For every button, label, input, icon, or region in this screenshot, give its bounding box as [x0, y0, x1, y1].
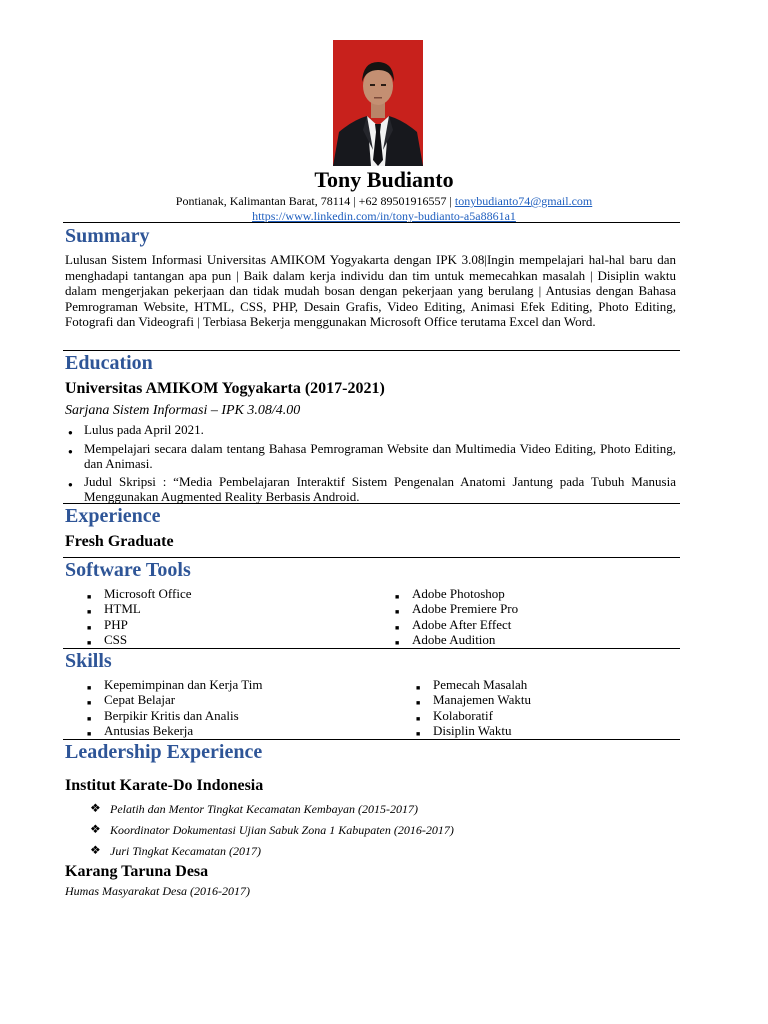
- experience-heading: Experience: [65, 505, 161, 527]
- org-name: Karang Taruna Desa: [65, 863, 209, 880]
- divider: [63, 222, 680, 223]
- software-list-left: [85, 586, 365, 647]
- org-roles: [91, 802, 651, 859]
- divider: [63, 648, 680, 649]
- degree-info: Sarjana Sistem Informasi – IPK 3.08/4.00: [65, 403, 301, 418]
- candidate-name: Tony Budianto: [314, 167, 454, 192]
- summary-heading: Summary: [65, 225, 150, 247]
- skills-list-left: [85, 677, 385, 738]
- list-item: ❖ Pelatih dan Mentor Tingkat Kecamatan Kembayan (2015-2017): [91, 802, 651, 817]
- org-role: Humas Masyarakat Desa (2016-2017): [65, 884, 250, 898]
- education-heading: Education: [65, 352, 153, 374]
- divider: [63, 503, 680, 504]
- list-item: ■ Microsoft Office: [85, 586, 365, 601]
- list-item: ■ Adobe Audition: [393, 632, 673, 647]
- list-item: ● Mempelajari secara dalam tentang Bahasa Pemrograman Website dan Multimedia Video Editing, Photo Editing, dan Animasi.: [65, 441, 676, 472]
- experience-text: Fresh Graduate: [65, 533, 174, 550]
- profile-photo: [333, 40, 423, 166]
- summary-text: Lulusan Sistem Informasi Universitas AMIKOM Yogyakarta dengan IPK 3.08|Ingin mempelajari hal-hal baru dan menghadapi tantangan apa pun | Baik dalam kerja individu dan tim untuk memecahkan masalah | Disiplin waktu dalam mengerjakan pekerjaan dan tidak mudah bosan dengan pekerjaan yang berulang | Antusias dengan Bahasa Pemrograman Website, HTML, CSS, PHP, Desain Grafis, Video Editing, Animasi Efek Editing, Photo Editing, Fotografi dan Videografi | Terbiasa Bekerja menggunakan Microsoft Office terutama Excel dan Word.: [65, 252, 676, 329]
- linkedin-link[interactable]: https://www.linkedin.com/in/tony-budianto-a5a8861a1: [252, 209, 516, 223]
- list-item: ■ Berpikir Kritis dan Analis: [85, 708, 385, 723]
- list-item: ■ Kepemimpinan dan Kerja Tim: [85, 677, 385, 692]
- list-item: ■ Disiplin Waktu: [414, 723, 674, 738]
- list-item: ■ Manajemen Waktu: [414, 692, 674, 707]
- email-link[interactable]: tonybudianto74@gmail.com: [454, 194, 593, 208]
- education-bullets: [65, 422, 676, 505]
- list-item: ■ Pemecah Masalah: [414, 677, 674, 692]
- skills-heading: Skills: [65, 650, 112, 672]
- school-name: Universitas AMIKOM Yogyakarta (2017-2021): [65, 380, 385, 397]
- list-item: ■ Adobe After Effect: [393, 617, 673, 632]
- list-item: ■ PHP: [85, 617, 365, 632]
- list-item: ■ Antusias Bekerja: [85, 723, 385, 738]
- skills-list-right: [414, 677, 674, 738]
- divider: [63, 739, 680, 740]
- list-item: ■ CSS: [85, 632, 365, 647]
- org-name: Institut Karate-Do Indonesia: [65, 777, 264, 794]
- contact-info: [0, 194, 768, 224]
- list-item: ● Lulus pada April 2021.: [65, 422, 676, 438]
- list-item: ■ Adobe Premiere Pro: [393, 601, 673, 616]
- list-item: ■ Adobe Photoshop: [393, 586, 673, 601]
- list-item: ■ Cepat Belajar: [85, 692, 385, 707]
- contact-text: Pontianak, Kalimantan Barat, 78114 | +62 89501916557 |: [175, 194, 455, 208]
- list-item: ❖ Koordinator Dokumentasi Ujian Sabuk Zona 1 Kabupaten (2016-2017): [91, 823, 651, 838]
- software-list-right: [393, 586, 673, 647]
- list-item: ❖ Juri Tingkat Kecamatan (2017): [91, 844, 651, 859]
- leadership-heading: Leadership Experience: [65, 741, 263, 763]
- list-item: ● Judul Skripsi : “Media Pembelajaran Interaktif Sistem Pengenalan Anatomi Jantung pada Tubuh Manusia Menggunakan Augmented Reality Berbasis Android.: [65, 474, 676, 505]
- divider: [63, 557, 680, 558]
- list-item: ■ HTML: [85, 601, 365, 616]
- list-item: ■ Kolaboratif: [414, 708, 674, 723]
- divider: [63, 350, 680, 351]
- software-heading: Software Tools: [65, 559, 191, 581]
